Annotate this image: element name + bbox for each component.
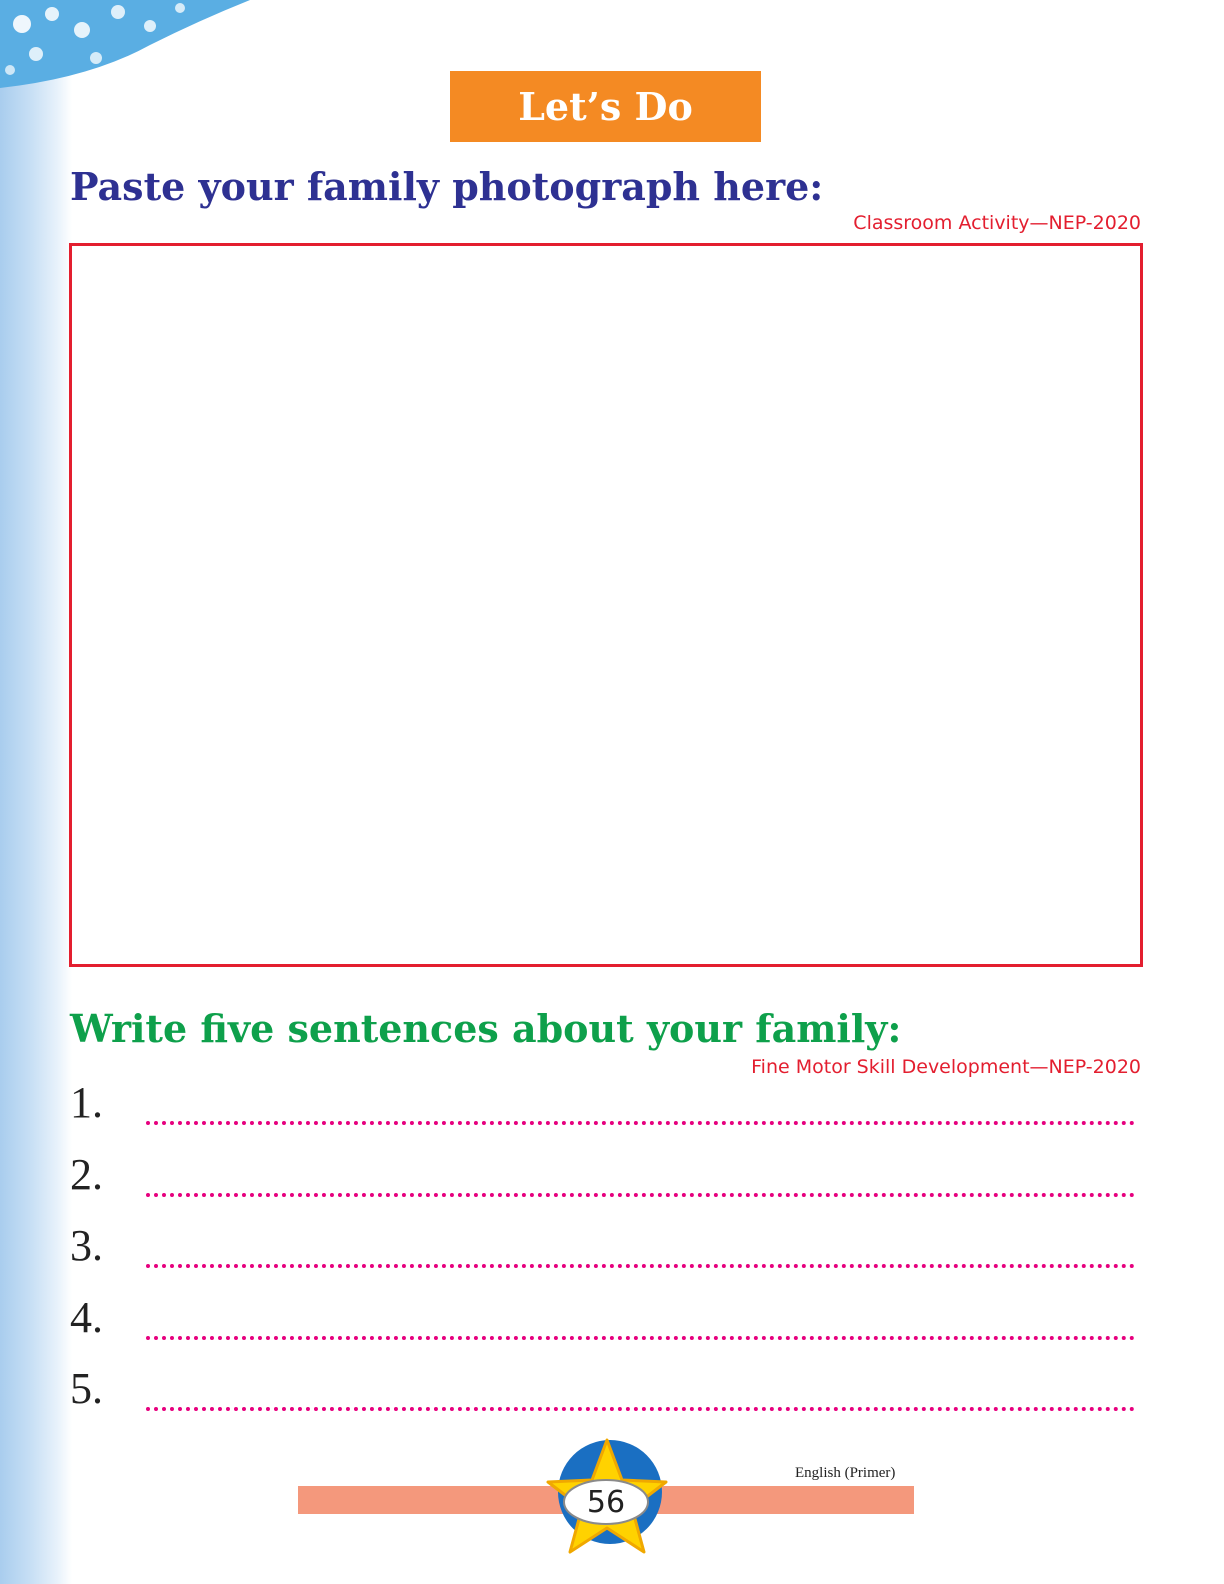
dotted-line[interactable] xyxy=(146,1336,1135,1340)
line-number: 1. xyxy=(70,1078,103,1127)
dotted-line[interactable] xyxy=(146,1193,1135,1197)
write-heading: Write five sentences about your family: xyxy=(70,1006,902,1051)
book-title: English (Primer) xyxy=(795,1465,896,1481)
dotted-line[interactable] xyxy=(146,1121,1135,1125)
writing-line-3[interactable] xyxy=(70,1220,1135,1280)
line-number: 4. xyxy=(70,1293,103,1342)
line-number: 5. xyxy=(70,1364,103,1413)
photo-heading: Paste your family photograph here: xyxy=(70,164,824,209)
lets-do-banner: Let’s Do xyxy=(450,71,761,142)
line-number: 3. xyxy=(70,1221,103,1270)
side-gradient-strip xyxy=(0,0,72,1584)
classroom-activity-tag: Classroom Activity—NEP-2020 xyxy=(853,212,1141,234)
page-number: 56 xyxy=(586,1484,626,1520)
line-number: 2. xyxy=(70,1150,103,1199)
writing-line-2[interactable] xyxy=(70,1149,1135,1209)
dotted-line[interactable] xyxy=(146,1264,1135,1268)
photo-paste-box[interactable] xyxy=(69,243,1143,967)
dotted-line[interactable] xyxy=(146,1407,1135,1411)
writing-line-4[interactable] xyxy=(70,1292,1135,1352)
writing-line-5[interactable] xyxy=(70,1363,1135,1423)
fine-motor-tag: Fine Motor Skill Development—NEP-2020 xyxy=(751,1056,1141,1078)
corner-bubbles-decoration xyxy=(0,0,260,100)
writing-line-1[interactable] xyxy=(70,1077,1135,1137)
